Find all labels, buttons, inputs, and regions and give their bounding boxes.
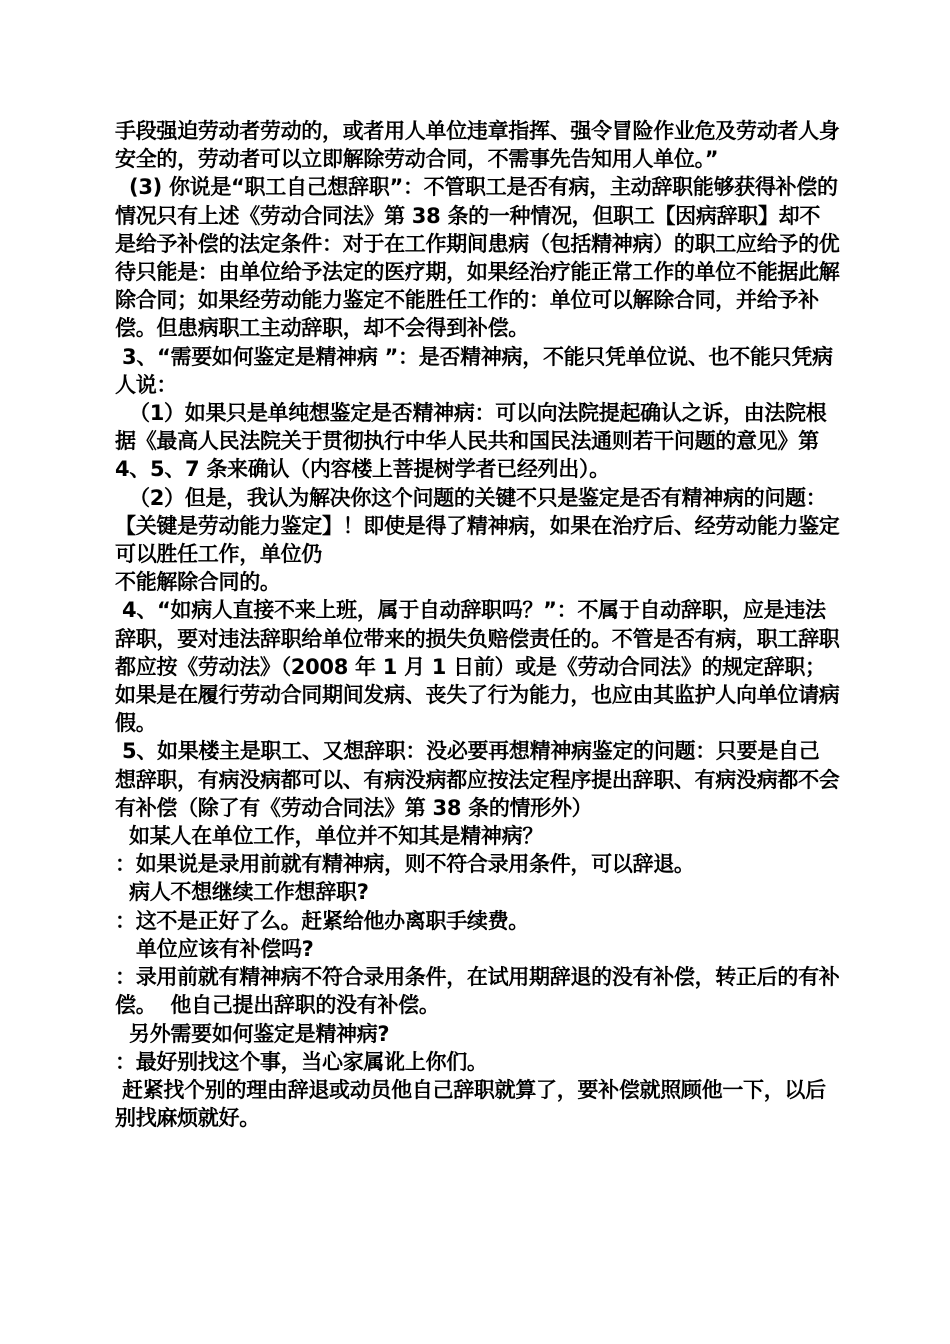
paragraph: 4、“如病人直接不来上班，属于自动辞职吗？”：不属于自动辞职，应是违法辞职，要对违法辞职给单位带来的损失负赔偿责任的。不管是否有病，职工辞职都应按《劳动法》（2008 年 1 月 1 日前）或是《劳动合同法》的规定辞职；如果是在履行劳动合同期间发病、丧失了行为能力，也应由其监护人向单位请病假。 xyxy=(115,598,840,736)
paragraph: 手段强迫劳动者劳动的，或者用人单位违章指挥、强令冒险作业危及劳动者人身安全的，劳动者可以立即解除劳动合同，不需事先告知用人单位。” xyxy=(115,119,840,172)
paragraph: 另外需要如何鉴定是精神病? xyxy=(115,1021,390,1046)
paragraph: (3) 你说是“职工自己想辞职”：不管职工是否有病，主动辞职能够获得补偿的情况只有上述《劳动合同法》第 38 条的一种情况，但职工【因病辞职】却不是给予补偿的法定条件：对于在工作期间患病（包括精神病）的职工应给予的优待只能是：由单位给予法定的医疗期，如果经治疗能正常工作的单位不能据此解除合同；如果经劳动能力鉴定不能胜任工作的：单位可以解除合同，并给予补偿。但患病职工主动辞职，却不会得到补偿。 xyxy=(115,175,840,341)
paragraph: ：如果说是录用前就有精神病，则不符合录用条件，可以辞退。 xyxy=(115,852,695,877)
paragraph: ：录用前就有精神病不符合录用条件，在试用期辞退的没有补偿，转正后的有补偿。 他自己提出辞职的没有补偿。 xyxy=(115,965,840,1018)
paragraph: （1）如果只是单纯想鉴定是否精神病：可以向法院提起确认之诉，由法院根据《最高人民法院关于贯彻执行中华人民共和国民法通则若干问题的意见》第 4、5、7 条来确认（内容楼上菩提树学者已经列出）。 xyxy=(115,401,827,482)
paragraph: 不能解除合同的。 xyxy=(115,570,281,595)
paragraph: 单位应该有补偿吗? xyxy=(115,936,314,961)
paragraph: 赶紧找个别的理由辞退或动员他自己辞职就算了，要补偿就照顾他一下，以后别找麻烦就好。 xyxy=(115,1077,826,1131)
paragraph: ：这不是正好了么。赶紧给他办离职手续费。 xyxy=(115,908,529,933)
paragraph: 病人不想继续工作想辞职? xyxy=(115,880,369,905)
paragraph: 如某人在单位工作，单位并不知其是精神病？ xyxy=(115,824,544,849)
paragraph: （2）但是，我认为解决你这个问题的关键不只是鉴定是否有精神病的问题：【关键是劳动能力鉴定】！即使是得了精神病，如果在治疗后、经劳动能力鉴定可以胜任工作，单位仍 xyxy=(115,485,840,567)
paragraph: 5、如果楼主是职工、又想辞职：没必要再想精神病鉴定的问题：只要是自己想辞职，有病没病都可以、有病没病都应按法定程序提出辞职、有病没病都不会有补偿（除了有《劳动合同法》第 38 条的情形外） xyxy=(115,739,840,820)
paragraph: ：最好别找这个事，当心家属讹上你们。 xyxy=(115,1049,488,1074)
document-body xyxy=(115,117,840,1132)
paragraph: 3、“需要如何鉴定是精神病 ”：是否精神病，不能只凭单位说、也不能只凭病人说： xyxy=(115,344,833,397)
